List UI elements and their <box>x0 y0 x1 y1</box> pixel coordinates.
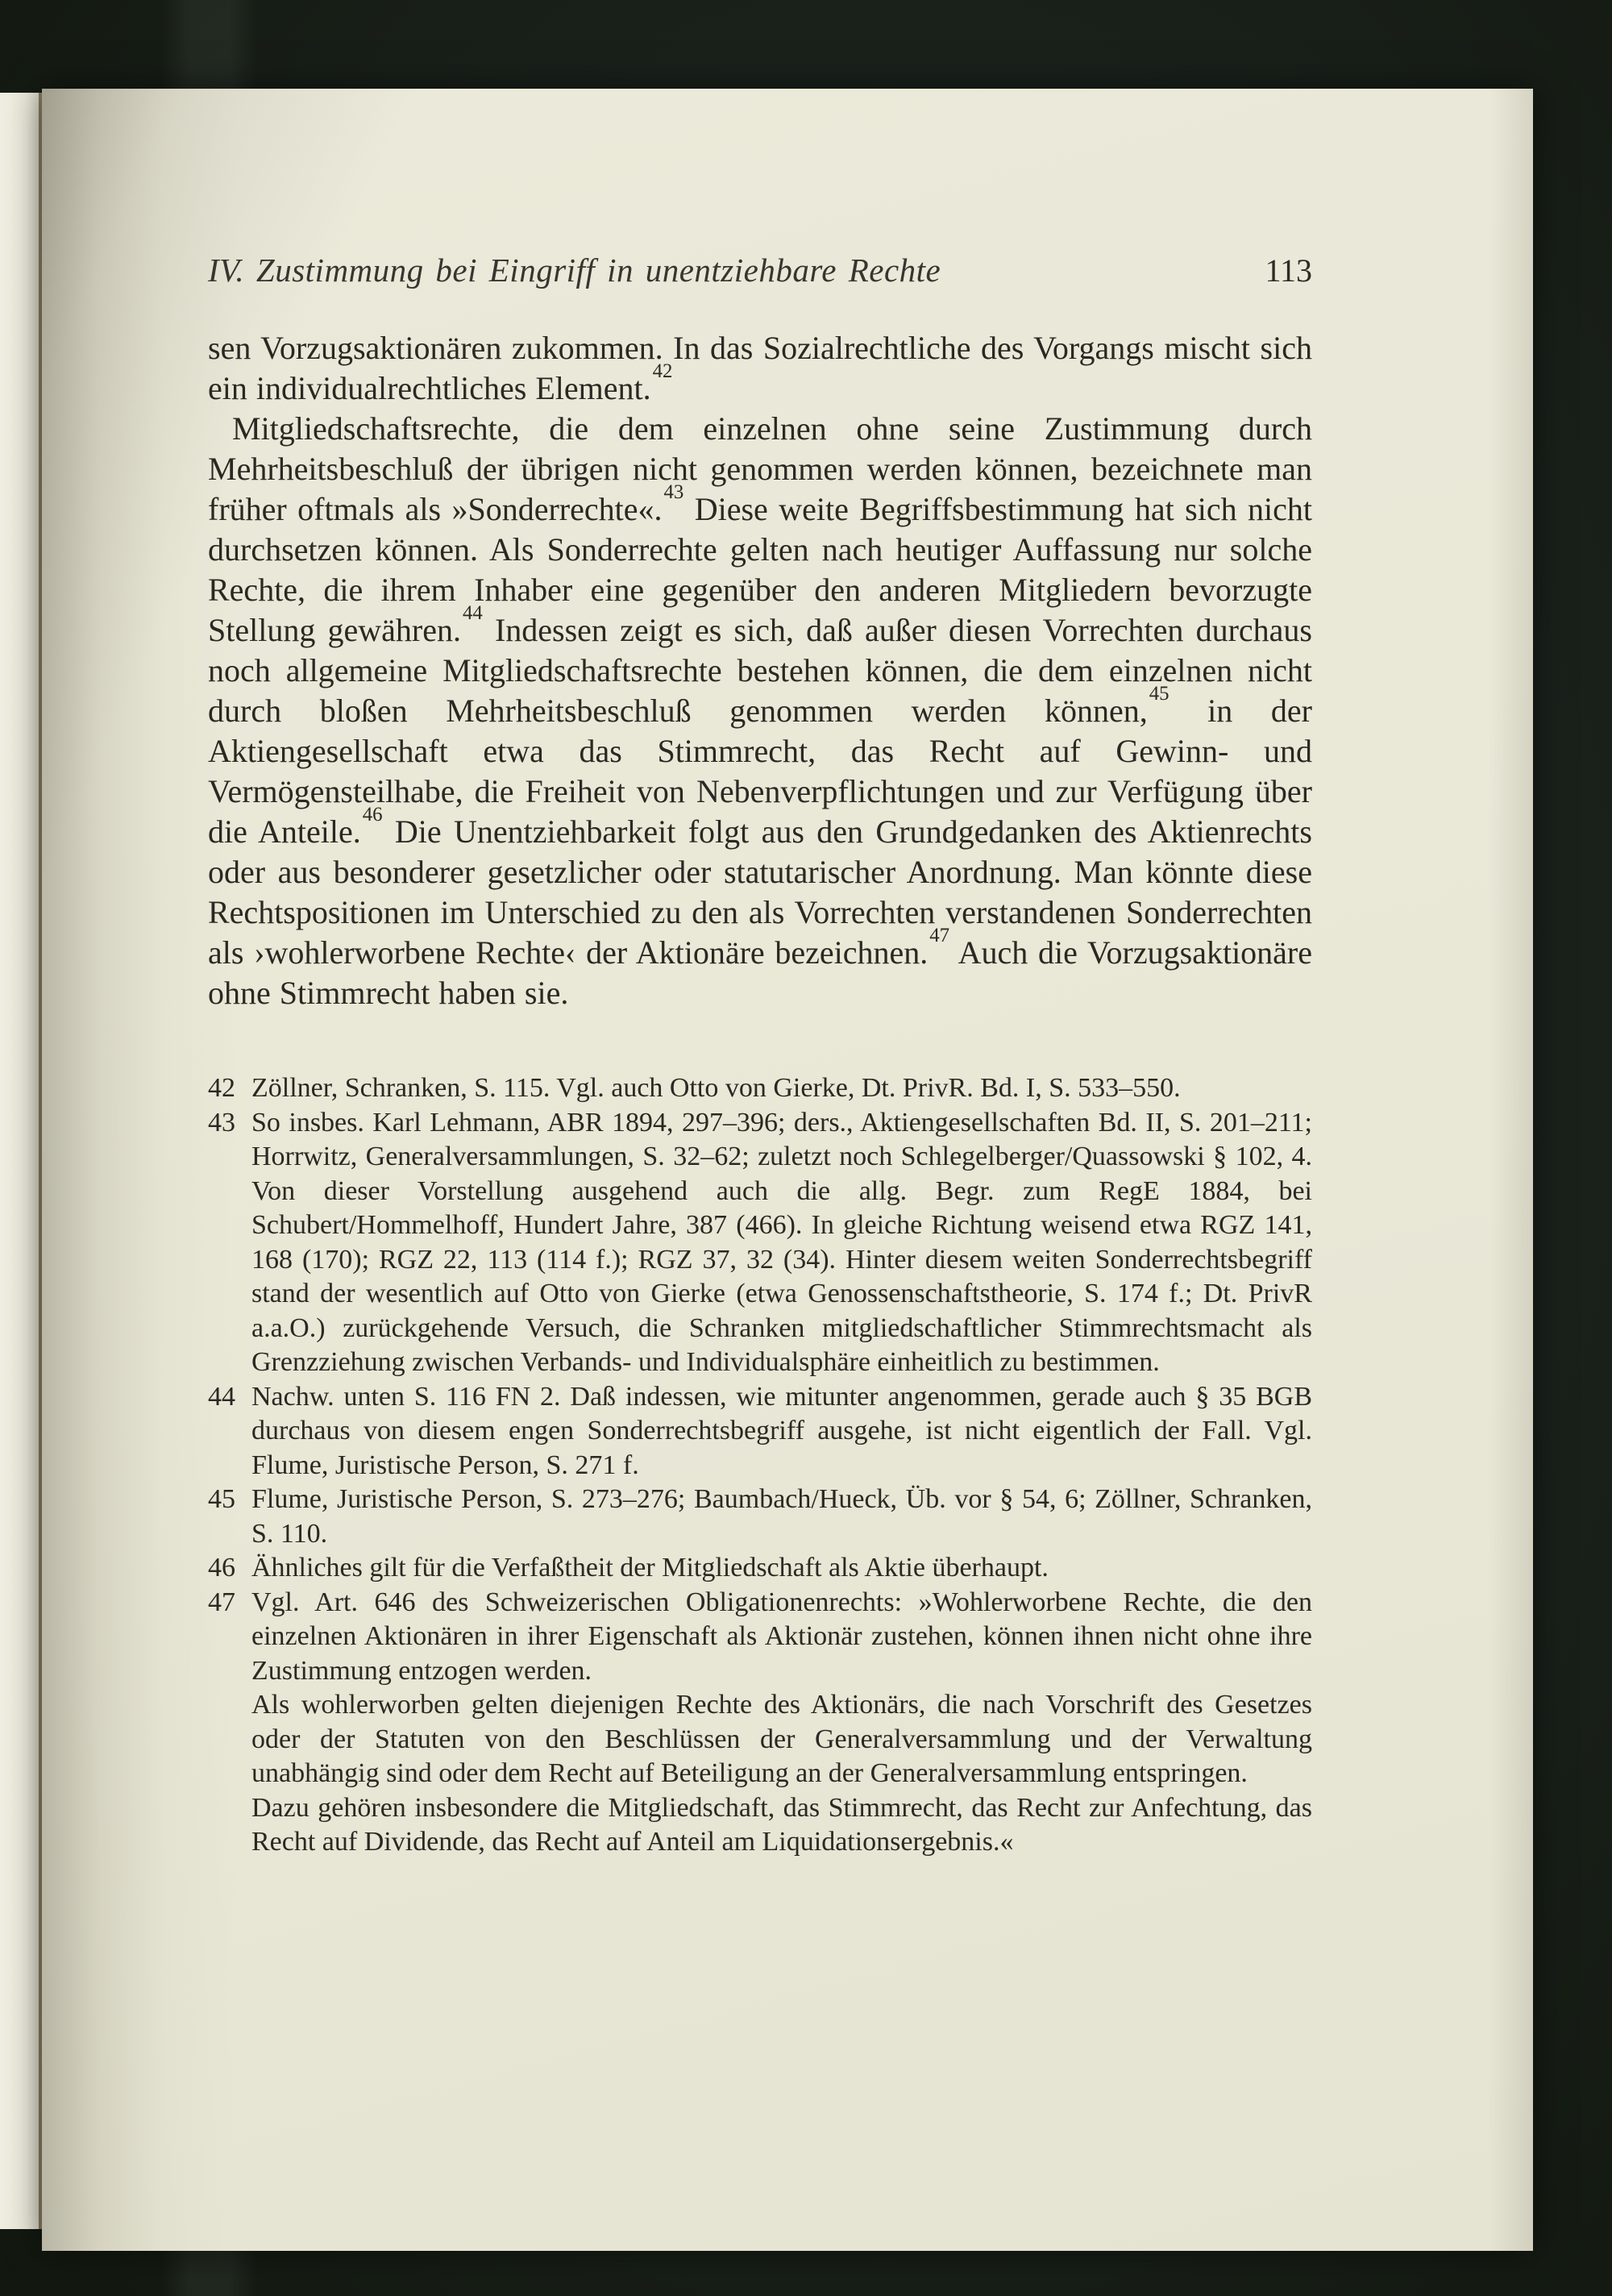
footnote <box>208 1551 1312 1586</box>
footnote-text <box>251 1586 1312 1860</box>
page-content <box>208 250 1312 1860</box>
book-page <box>42 89 1533 2251</box>
page-header <box>208 250 1312 291</box>
footnote <box>208 1483 1312 1551</box>
footnote-text <box>251 1551 1312 1586</box>
footnote-paragraph: Als wohlerworben gelten diejenigen Rechte des Aktionärs, die nach Vorschrift des Gesetzes oder der Statuten von den Beschlüssen der Generalversammlung und der Verwaltung unabhängig sind oder dem Recht auf Beteiligung an der Generalversammlung entspringen. <box>251 1690 1312 1788</box>
facing-page-edge <box>0 93 42 2229</box>
footnote-number: 44 <box>208 1381 235 1412</box>
footnote-reference: 42 <box>652 360 673 383</box>
footnote-number: 45 <box>208 1484 235 1514</box>
footnote-paragraph: Vgl. Art. 646 des Schweizerischen Obligationenrechts: »Wohlerworbene Rechte, die den einzelnen Aktionären in ihrer Eigenschaft als Aktionär zustehen, können ihnen nicht ohne ihre Zustimmung entzogen werden. <box>251 1587 1312 1686</box>
footnote <box>208 1106 1312 1380</box>
footnote-number: 43 <box>208 1107 235 1138</box>
footnote-paragraph: So insbes. Karl Lehmann, ABR 1894, 297–396; ders., Aktiengesellschaften Bd. II, S. 201–211; Horrwitz, Generalversammlungen, S. 32–62; zuletzt noch Schlegelberger/Quassowski § 102, 4. Von dieser Vorstellung ausgehend auch die allg. Begr. zum RegE 1884, bei Schubert/Hommelhoff, Hundert Jahre, 387 (466). In gleiche Richtung weisend etwa RGZ 141, 168 (170); RGZ 22, 113 (114 f.); RGZ 37, 32 (34). Hinter diesem weiten Sonderrechtsbegriff stand der wesentlich auf Otto von Gierke (etwa Genossenschaftstheorie, S. 174 f.; Dt. PrivR a.a.O.) zurückgehende Versuch, die Schranken mitgliedschaftlicher Stimmrechtsmacht als Grenzziehung zwischen Verbands- und Individualsphäre einheitlich zu bestimmen. <box>251 1107 1312 1377</box>
body-text <box>208 328 1312 1013</box>
footnote-paragraph: Ähnliches gilt für die Verfaßtheit der Mitgliedschaft als Aktie überhaupt. <box>251 1553 1049 1583</box>
body-paragraph: sen Vorzugsaktionären zukommen. In das Sozialrechtliche des Vorgangs mischt sich ein individualrechtliches Element.$^{42}$ <box>208 330 1312 406</box>
footnote-number: 42 <box>208 1073 235 1103</box>
footnote-text <box>251 1483 1312 1551</box>
body-paragraph: Mitgliedschaftsrechte, die dem einzelnen ohne seine Zustimmung durch Mehrheitsbeschluß der übrigen nicht genommen werden können, bezeichnete man früher oftmals als »Sonderrechte«.$^{43}$ Diese weite Begriffsbestimmung hat sich nicht durchsetzen können. Als Sonderrechte gelten nach heutiger Auffassung nur solche Rechte, die ihrem Inhaber eine gegenüber den anderen Mitgliedern bevorzugte Stellung gewähren.$^{44}$ Indessen zeigt es sich, daß außer diesen Vorrechten durchaus noch allgemeine Mitgliedschaftsrechte bestehen können, die dem einzelnen nicht durch bloßen Mehrheitsbeschluß genommen werden können,$^{45}$ in der Aktiengesellschaft etwa das Stimmrecht, das Recht auf Gewinn- und Vermögensteilhabe, die Freiheit von Nebenverpflichtungen und zur Verfügung über die Anteile.$^{46}$ Die Unentziehbarkeit folgt aus den Grundgedanken des Aktienrechts oder aus besonderer gesetzlicher oder statutarischer Anordnung. Man könnte diese Rechtspositionen im Unterschied zu den als Vorrechten verstandenen Sonderrechten als ›wohlerworbene Rechte‹ der Aktionäre bezeichnen.$^{47}$ Auch die Vorzugsaktionäre ohne Stimmrecht haben sie. <box>208 410 1313 1011</box>
footnote-text <box>251 1071 1312 1106</box>
footnote <box>208 1586 1312 1860</box>
footnote-reference: 43 <box>663 481 684 504</box>
footnote-paragraph: Flume, Juristische Person, S. 273–276; Baumbach/Hueck, Üb. vor § 54, 6; Zöllner, Schranken, S. 110. <box>251 1484 1312 1549</box>
footnote-reference: 44 <box>462 602 483 625</box>
footnote-reference: 45 <box>1149 683 1170 705</box>
footnote-reference: 47 <box>929 925 950 947</box>
footnotes-section <box>208 1071 1312 1860</box>
section-title: IV. Zustimmung bei Eingriff in unentziehbare Rechte <box>208 252 941 289</box>
page-number: 113 <box>1265 252 1312 289</box>
footnote-number: 47 <box>208 1587 235 1617</box>
footnote-paragraph: Zöllner, Schranken, S. 115. Vgl. auch Otto von Gierke, Dt. PrivR. Bd. I, S. 533–550. <box>251 1073 1181 1103</box>
footnote-reference: 46 <box>362 804 383 826</box>
footnote-paragraph: Dazu gehören insbesondere die Mitgliedschaft, das Stimmrecht, das Recht zur Anfechtung, das Recht auf Dividende, das Recht auf Anteil am Liquidationsergebnis.« <box>251 1792 1312 1857</box>
footnote <box>208 1071 1312 1106</box>
footnote-number: 46 <box>208 1553 235 1583</box>
footnote <box>208 1380 1312 1483</box>
footnote-paragraph: Nachw. unten S. 116 FN 2. Daß indessen, wie mitunter angenommen, gerade auch § 35 BGB durchaus von diesem engen Sonderrechtsbegriff ausgehe, ist nicht eigentlich der Fall. Vgl. Flume, Juristische Person, S. 271 f. <box>251 1381 1312 1480</box>
footnote-text <box>251 1380 1312 1483</box>
footnote-text <box>251 1106 1312 1380</box>
